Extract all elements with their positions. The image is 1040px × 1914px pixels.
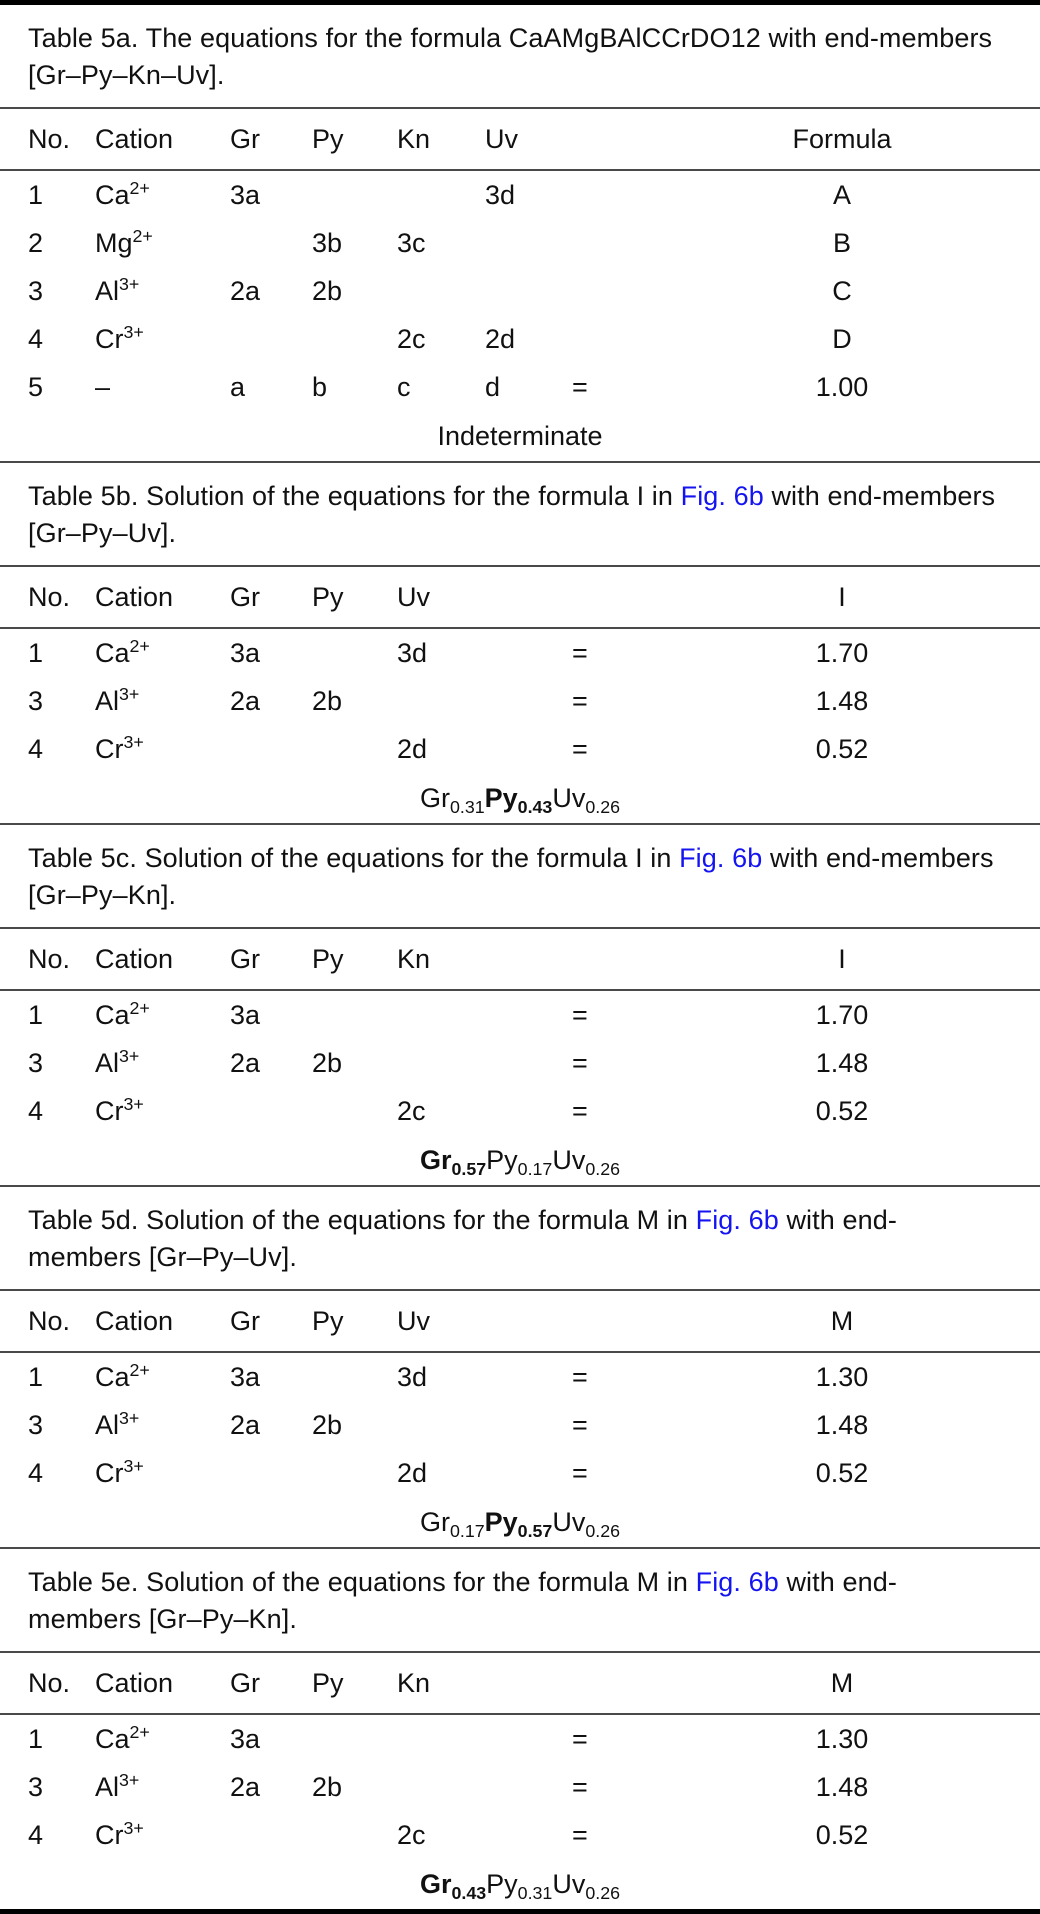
column-header-cation: Cation [95, 1652, 230, 1714]
table-row [0, 170, 1040, 219]
cell-coefficient [312, 1352, 397, 1401]
header-row [0, 1652, 1040, 1714]
column-header-value: M [622, 1290, 1040, 1352]
cell-no: 5 [28, 371, 44, 402]
caption-text: Table 5c. Solution of the equations for the formula I in [28, 843, 680, 873]
charge-superscript: 2+ [129, 177, 150, 198]
stoichiometry-subscript: 0.31 [517, 1883, 553, 1904]
cell-coefficient [312, 170, 397, 219]
formula-segment: $Py_{0.31}$ [486, 1868, 553, 1904]
column-header-py: Py [312, 1290, 397, 1352]
cell-no: 3 [28, 1771, 44, 1802]
charge-superscript: 3+ [119, 1407, 140, 1428]
cell-coefficient [312, 315, 397, 363]
cell-equals: = [572, 1095, 588, 1126]
cell-coefficient [230, 725, 312, 773]
charge-superscript: 2+ [129, 635, 150, 656]
data-table [0, 927, 1040, 1185]
stoichiometry-subscript: 0.26 [585, 797, 621, 818]
cell-cation: $Ca^{2+}$ [95, 997, 150, 1030]
formula-segment: $Gr_{0.31}$ [419, 782, 485, 818]
column-header-gr: Gr [230, 566, 312, 628]
cell-value: B [832, 227, 851, 258]
table-row [0, 1352, 1040, 1401]
charge-superscript: 3+ [119, 1769, 140, 1790]
cell-value: 0.52 [815, 1457, 869, 1488]
cell-equals: = [572, 1771, 588, 1802]
cell-coefficient [485, 219, 572, 267]
cell-coefficient [230, 1087, 312, 1135]
data-table [0, 1289, 1040, 1547]
cell-coefficient [312, 628, 397, 677]
charge-superscript: 3+ [123, 321, 144, 342]
cell-coefficient: 3d [485, 179, 516, 210]
column-header-no: No. [0, 1290, 95, 1352]
cell-no: 1 [28, 1723, 44, 1754]
cell-equals: = [572, 371, 588, 402]
table-row [0, 725, 1040, 773]
cell-coefficient [312, 725, 397, 773]
cell-no: 4 [28, 1819, 44, 1850]
footer-row [0, 1497, 1040, 1547]
tables-container [0, 5, 1040, 1909]
data-table [0, 1651, 1040, 1909]
charge-superscript: 3+ [123, 1093, 144, 1114]
column-header-no: No. [0, 108, 95, 170]
cell-coefficient: 2c [397, 1819, 426, 1850]
cell-value: 1.48 [815, 685, 869, 716]
cell-coefficient [230, 219, 312, 267]
footer-cell [0, 1497, 1040, 1547]
column-header-cation: Cation [95, 566, 230, 628]
cell-coefficient: d [485, 371, 501, 402]
cell-equals: = [572, 1409, 588, 1440]
cell-cation: $Al^{3+}$ [95, 1407, 140, 1440]
caption-text: with end-members [Gr–Py–Kn]. [28, 843, 994, 910]
figure-link[interactable]: Fig. 6b [695, 1567, 779, 1597]
cell-equals: = [572, 999, 588, 1030]
table-caption [0, 825, 1040, 927]
column-header-eq [572, 108, 622, 170]
stoichiometry-subscript: 0.57 [451, 1159, 487, 1180]
cell-coefficient: 2a [230, 1047, 261, 1078]
cell-coefficient: 2b [312, 1409, 343, 1440]
table-row [0, 628, 1040, 677]
column-header-no: No. [0, 1652, 95, 1714]
charge-superscript: 2+ [132, 225, 153, 246]
figure-link[interactable]: Fig. 6b [679, 843, 763, 873]
column-header-py: Py [312, 1652, 397, 1714]
cell-coefficient [485, 267, 572, 315]
cell-cation: $Cr^{3+}$ [95, 1817, 144, 1850]
cell-coefficient [397, 1401, 572, 1449]
cell-no: 1 [28, 999, 44, 1030]
cell-coefficient [397, 1714, 572, 1763]
table-section-5a [0, 5, 1040, 463]
cell-cation: $Ca^{2+}$ [95, 177, 150, 210]
stoichiometry-subscript: 0.43 [451, 1883, 487, 1904]
table-row [0, 990, 1040, 1039]
data-table [0, 107, 1040, 461]
column-header-no: No. [0, 928, 95, 990]
cell-coefficient [312, 990, 397, 1039]
footer-row [0, 773, 1040, 823]
cell-cation: $Al^{3+}$ [95, 1769, 140, 1802]
caption-text: with end-members [Gr–Py–Uv]. [28, 481, 996, 548]
footer-cell [0, 1859, 1040, 1909]
table-row [0, 677, 1040, 725]
caption-text: with end-members [Gr–Py–Uv]. [28, 1205, 897, 1272]
cell-value: D [832, 323, 852, 354]
cell-equals [572, 219, 622, 267]
cell-coefficient: 2c [397, 1095, 426, 1126]
cell-value: 1.70 [815, 637, 869, 668]
cell-no: 4 [28, 1457, 44, 1488]
cell-cation: – [95, 371, 111, 402]
column-header-eq [572, 1652, 622, 1714]
cell-equals: = [572, 1819, 588, 1850]
stoichiometry-subscript: 0.26 [585, 1521, 621, 1542]
cell-value: 1.48 [815, 1771, 869, 1802]
footer-row [0, 1859, 1040, 1909]
table-section-5c [0, 825, 1040, 1187]
header-row [0, 566, 1040, 628]
caption-text: Table 5a. The equations for the formula CaAMgBAlCCrDO12 with end-members [Gr–Py–Kn–Uv]. [28, 23, 993, 90]
cell-coefficient [312, 1714, 397, 1763]
table-caption [0, 5, 1040, 107]
cell-no: 3 [28, 685, 44, 716]
column-header-uv: Uv [397, 1290, 572, 1352]
cell-coefficient: 2b [312, 275, 343, 306]
charge-superscript: 3+ [123, 731, 144, 752]
column-header-value: Formula [622, 108, 1040, 170]
column-header-cation: Cation [95, 1290, 230, 1352]
cell-equals: = [572, 1457, 588, 1488]
table-section-5d [0, 1187, 1040, 1549]
table-caption [0, 1549, 1040, 1651]
column-header-cation: Cation [95, 108, 230, 170]
cell-value: 0.52 [815, 1095, 869, 1126]
cell-equals [572, 170, 622, 219]
cell-cation: $Ca^{2+}$ [95, 1359, 150, 1392]
column-header-eq [572, 566, 622, 628]
table-row [0, 363, 1040, 411]
cell-value: A [832, 179, 851, 210]
cell-cation: $Al^{3+}$ [95, 273, 140, 306]
header-row [0, 928, 1040, 990]
cell-coefficient [312, 1811, 397, 1859]
cell-coefficient: 3a [230, 1723, 261, 1754]
cell-cation: $Mg^{2+}$ [95, 225, 153, 258]
cell-coefficient [397, 1763, 572, 1811]
cell-cation: $Cr^{3+}$ [95, 1093, 144, 1126]
charge-superscript: 3+ [123, 1455, 144, 1476]
formula-segment: $Gr_{0.57}$ [419, 1144, 487, 1180]
formula-segment: $Py_{0.57}$ [484, 1506, 553, 1542]
footer-row [0, 1135, 1040, 1185]
cell-no: 1 [28, 637, 44, 668]
cell-coefficient [230, 315, 312, 363]
table-caption [0, 463, 1040, 565]
cell-no: 1 [28, 179, 44, 210]
stoichiometry-subscript: 0.26 [585, 1883, 621, 1904]
cell-coefficient: 2b [312, 1047, 343, 1078]
column-header-py: Py [312, 928, 397, 990]
table-row [0, 267, 1040, 315]
formula-segment: $Uv_{0.26}$ [552, 1506, 621, 1542]
stoichiometry-subscript: 0.31 [449, 797, 485, 818]
cell-value: 1.48 [815, 1409, 869, 1440]
footer-text: Indeterminate [437, 420, 603, 451]
cell-no: 4 [28, 733, 44, 764]
cell-coefficient: 3a [230, 1361, 261, 1392]
charge-superscript: 3+ [119, 273, 140, 294]
footer-row [0, 411, 1040, 461]
table-section-5e [0, 1549, 1040, 1909]
cell-coefficient [397, 170, 485, 219]
cell-equals: = [572, 1361, 588, 1392]
cell-coefficient: 3a [230, 999, 261, 1030]
table-row [0, 1087, 1040, 1135]
column-header-py: Py [312, 108, 397, 170]
column-header-value: M [622, 1652, 1040, 1714]
column-header-value: I [622, 566, 1040, 628]
footer-cell [0, 411, 1040, 461]
charge-superscript: 2+ [129, 1359, 150, 1380]
cell-coefficient: c [397, 371, 411, 402]
cell-coefficient: 2a [230, 1409, 261, 1440]
cell-coefficient: 2b [312, 1771, 343, 1802]
cell-cation: $Cr^{3+}$ [95, 1455, 144, 1488]
caption-text: Table 5e. Solution of the equations for the formula M in [28, 1567, 696, 1597]
cell-coefficient: 2a [230, 275, 261, 306]
formula-segment: $Uv_{0.26}$ [552, 1868, 621, 1904]
cell-coefficient: 2a [230, 685, 261, 716]
cell-coefficient: 3d [397, 1361, 428, 1392]
table-row [0, 1401, 1040, 1449]
column-header-no: No. [0, 566, 95, 628]
charge-superscript: 3+ [123, 1817, 144, 1838]
column-header-eq [572, 928, 622, 990]
cell-no: 3 [28, 1409, 44, 1440]
caption-text: with end-members [Gr–Py–Kn]. [28, 1567, 897, 1634]
cell-coefficient: 2c [397, 323, 426, 354]
cell-equals: = [572, 733, 588, 764]
charge-superscript: 2+ [129, 997, 150, 1018]
cell-coefficient: 3a [230, 179, 261, 210]
column-header-gr: Gr [230, 1652, 312, 1714]
cell-coefficient [397, 267, 485, 315]
cell-value: 1.30 [815, 1361, 869, 1392]
cell-value: 1.70 [815, 999, 869, 1030]
charge-superscript: 3+ [119, 683, 140, 704]
formula-segment: $Gr_{0.17}$ [419, 1506, 485, 1542]
table-row [0, 1714, 1040, 1763]
footer-cell [0, 1135, 1040, 1185]
stoichiometry-subscript: 0.43 [517, 797, 553, 818]
table-row [0, 1039, 1040, 1087]
cell-value: 0.52 [815, 733, 869, 764]
cell-no: 1 [28, 1361, 44, 1392]
column-header-py: Py [312, 566, 397, 628]
cell-coefficient: 2d [485, 323, 516, 354]
cell-equals: = [572, 685, 588, 716]
cell-value: 1.00 [815, 371, 869, 402]
table-section-5b [0, 463, 1040, 825]
cell-equals [572, 267, 622, 315]
cell-coefficient [397, 990, 572, 1039]
cell-equals [572, 315, 622, 363]
cell-no: 3 [28, 275, 44, 306]
footer-cell [0, 773, 1040, 823]
cell-equals: = [572, 637, 588, 668]
table-row [0, 219, 1040, 267]
cell-coefficient: 2d [397, 1457, 428, 1488]
header-row [0, 1290, 1040, 1352]
cell-cation: $Ca^{2+}$ [95, 1721, 150, 1754]
column-header-kn: Kn [397, 1652, 572, 1714]
figure-link[interactable]: Fig. 6b [695, 1205, 779, 1235]
cell-coefficient: 3d [397, 637, 428, 668]
column-header-eq [572, 1290, 622, 1352]
cell-coefficient [230, 1811, 312, 1859]
column-header-uv: Uv [485, 108, 572, 170]
table-row [0, 1449, 1040, 1497]
cell-cation: $Al^{3+}$ [95, 683, 140, 716]
table-row [0, 1763, 1040, 1811]
column-header-value: I [622, 928, 1040, 990]
cell-equals: = [572, 1723, 588, 1754]
charge-superscript: 3+ [119, 1045, 140, 1066]
cell-coefficient: 3b [312, 227, 343, 258]
cell-coefficient: a [230, 371, 246, 402]
table-row [0, 1811, 1040, 1859]
stoichiometry-subscript: 0.26 [585, 1159, 621, 1180]
column-header-gr: Gr [230, 1290, 312, 1352]
cell-no: 4 [28, 323, 44, 354]
column-header-cation: Cation [95, 928, 230, 990]
cell-coefficient [312, 1449, 397, 1497]
formula-segment: $Uv_{0.26}$ [552, 782, 621, 818]
cell-coefficient [312, 1087, 397, 1135]
cell-coefficient [397, 677, 572, 725]
charge-superscript: 2+ [129, 1721, 150, 1742]
column-header-gr: Gr [230, 928, 312, 990]
cell-value: 0.52 [815, 1819, 869, 1850]
cell-cation: $Cr^{3+}$ [95, 731, 144, 764]
figure-link[interactable]: Fig. 6b [680, 481, 764, 511]
data-table [0, 565, 1040, 823]
column-header-kn: Kn [397, 108, 485, 170]
column-header-gr: Gr [230, 108, 312, 170]
cell-cation: $Ca^{2+}$ [95, 635, 150, 668]
cell-coefficient: 2a [230, 1771, 261, 1802]
cell-equals: = [572, 1047, 588, 1078]
cell-coefficient [230, 1449, 312, 1497]
header-row [0, 108, 1040, 170]
caption-text: Table 5b. Solution of the equations for the formula I in [28, 481, 681, 511]
cell-cation: $Al^{3+}$ [95, 1045, 140, 1078]
column-header-kn: Kn [397, 928, 572, 990]
cell-no: 3 [28, 1047, 44, 1078]
column-header-uv: Uv [397, 566, 572, 628]
table-caption [0, 1187, 1040, 1289]
cell-value: 1.48 [815, 1047, 869, 1078]
formula-segment: $Py_{0.17}$ [486, 1144, 553, 1180]
cell-coefficient [397, 1039, 572, 1087]
cell-value: 1.30 [815, 1723, 869, 1754]
cell-coefficient: 3a [230, 637, 261, 668]
stoichiometry-subscript: 0.17 [449, 1521, 485, 1542]
caption-text: Table 5d. Solution of the equations for the formula M in [28, 1205, 696, 1235]
stoichiometry-subscript: 0.17 [517, 1159, 553, 1180]
cell-no: 2 [28, 227, 44, 258]
cell-no: 4 [28, 1095, 44, 1126]
formula-segment: $Uv_{0.26}$ [552, 1144, 621, 1180]
cell-coefficient: 2d [397, 733, 428, 764]
stoichiometry-subscript: 0.57 [517, 1521, 553, 1542]
cell-value: C [832, 275, 852, 306]
cell-coefficient: 2b [312, 685, 343, 716]
table-row [0, 315, 1040, 363]
cell-coefficient: 3c [397, 227, 426, 258]
cell-coefficient: b [312, 371, 328, 402]
formula-segment: $Gr_{0.43}$ [419, 1868, 487, 1904]
formula-segment: $Py_{0.43}$ [484, 782, 553, 818]
cell-cation: $Cr^{3+}$ [95, 321, 144, 354]
